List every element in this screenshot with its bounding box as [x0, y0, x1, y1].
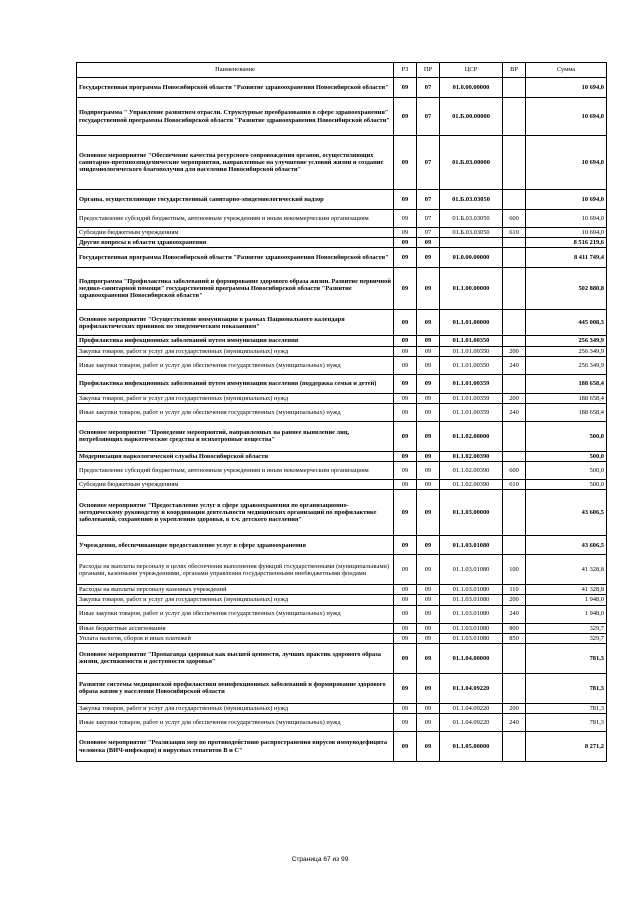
cell-name: Основное мероприятие "Обеспечение качества ресурсного сопровождения органов, осуществляющих санитарно-противоэпидемические мероприятия, направленные на улучшение условий жизни и создание эпидемиологического благополучия для населения Новосибирской области" [77, 136, 394, 190]
table-row [77, 210, 607, 228]
cell-csr: 01.Б.03.03050 [440, 190, 503, 210]
cell-rz: 09 [394, 633, 417, 643]
table-row [77, 643, 607, 673]
cell-pr: 07 [417, 228, 440, 238]
table-row [77, 585, 607, 595]
cell-name: Закупка товаров, работ и услуг для государственных (муниципальных) нужд [77, 703, 394, 713]
cell-name: Профилактика инфекционных заболеваний путем иммунизации населения [77, 336, 394, 346]
cell-vr: 850 [503, 633, 526, 643]
cell-csr: 01.1.02.00390 [440, 462, 503, 480]
cell-name: Основное мероприятие "Реализация мер по противодействию распространения вирусов иммунодефицита человека (ВИЧ-инфекция) и вирусных гепатитов В и С" [77, 732, 394, 762]
cell-csr: 01.1.03.01080 [440, 585, 503, 595]
cell-sum: 1 948,0 [526, 595, 607, 605]
cell-sum: 188 658,4 [526, 403, 607, 421]
cell-sum: 10 694,0 [526, 78, 607, 98]
table-row [77, 451, 607, 461]
cell-rz: 09 [394, 462, 417, 480]
cell-csr: 01.1.01.00359 [440, 374, 503, 393]
cell-csr: 01.1.04.00000 [440, 643, 503, 673]
cell-pr: 09 [417, 714, 440, 732]
cell-rz: 09 [394, 714, 417, 732]
cell-vr: 800 [503, 623, 526, 633]
cell-pr: 09 [417, 633, 440, 643]
cell-name: Иные закупки товаров, работ и услуг для обеспечения государственных (муниципальных) нужд [77, 356, 394, 374]
header-row [77, 63, 607, 78]
document-page [76, 62, 606, 762]
table-row [77, 703, 607, 713]
table-row [77, 673, 607, 703]
cell-rz: 09 [394, 643, 417, 673]
cell-vr [503, 490, 526, 536]
cell-sum: 188 658,4 [526, 374, 607, 393]
cell-csr: 01.1.03.01080 [440, 555, 503, 585]
cell-name: Закупка товаров, работ и услуг для государственных (муниципальных) нужд [77, 346, 394, 356]
cell-sum: 500,0 [526, 480, 607, 490]
cell-vr: 100 [503, 555, 526, 585]
cell-vr [503, 732, 526, 762]
cell-vr: 600 [503, 210, 526, 228]
table-row [77, 78, 607, 98]
cell-vr [503, 421, 526, 451]
cell-vr: 240 [503, 714, 526, 732]
header-vr: ВР [503, 63, 526, 78]
cell-vr [503, 248, 526, 268]
cell-name: Основное мероприятие "Предоставление услуг в сфере здравоохранения по организационно-методическому руководству и координации деятельности медицинских организаций по профилактике заболеваний, сохранению и укреплению здоровья, в т.ч. детского населения" [77, 490, 394, 536]
cell-csr: 01.0.00.00000 [440, 248, 503, 268]
cell-pr: 09 [417, 673, 440, 703]
cell-name: Другие вопросы в области здравоохранения [77, 238, 394, 248]
cell-pr: 09 [417, 595, 440, 605]
cell-vr: 200 [503, 346, 526, 356]
cell-csr: 01.1.04.09220 [440, 673, 503, 703]
cell-csr: 01.1.03.01080 [440, 623, 503, 633]
cell-sum: 500,0 [526, 462, 607, 480]
cell-vr: 600 [503, 462, 526, 480]
table-row [77, 248, 607, 268]
table-row [77, 268, 607, 310]
cell-csr: 01.1.00.00000 [440, 268, 503, 310]
cell-csr: 01.Б.03.03050 [440, 228, 503, 238]
cell-vr: 240 [503, 605, 526, 623]
cell-name: Субсидии бюджетным учреждениям [77, 480, 394, 490]
cell-rz: 09 [394, 451, 417, 461]
cell-rz: 09 [394, 421, 417, 451]
table-row [77, 462, 607, 480]
cell-pr: 09 [417, 462, 440, 480]
cell-pr: 09 [417, 480, 440, 490]
table-row [77, 555, 607, 585]
cell-name: Учреждения, обеспечивающие предоставление услуг в сфере здравоохранения [77, 536, 394, 555]
table-row [77, 356, 607, 374]
table-body [77, 78, 607, 762]
cell-csr: 01.1.01.00359 [440, 393, 503, 403]
cell-rz: 09 [394, 605, 417, 623]
cell-csr: 01.1.04.09220 [440, 703, 503, 713]
cell-name: Государственная программа Новосибирской области "Развитие здравоохранения Новосибирской области" [77, 78, 394, 98]
table-row [77, 490, 607, 536]
cell-pr: 07 [417, 190, 440, 210]
header-pr: ПР [417, 63, 440, 78]
cell-csr: 01.1.03.01080 [440, 536, 503, 555]
cell-sum: 329,7 [526, 623, 607, 633]
cell-csr: 01.Б.03.03050 [440, 210, 503, 228]
cell-sum: 500,0 [526, 421, 607, 451]
cell-csr: 01.1.01.00359 [440, 403, 503, 421]
cell-csr: 01.1.01.00350 [440, 356, 503, 374]
cell-sum: 10 694,0 [526, 136, 607, 190]
cell-csr: 01.1.01.00350 [440, 346, 503, 356]
cell-sum: 41 328,8 [526, 585, 607, 595]
cell-name: Основное мероприятие "Пропаганда здоровья как высшей ценности, лучших практик здорового образа жизни, достижимости и доступности здоровья" [77, 643, 394, 673]
cell-csr: 01.1.03.01080 [440, 633, 503, 643]
table-row [77, 336, 607, 346]
cell-sum: 8 411 749,4 [526, 248, 607, 268]
cell-rz: 09 [394, 228, 417, 238]
cell-rz: 09 [394, 210, 417, 228]
cell-sum: 781,3 [526, 703, 607, 713]
table-row [77, 421, 607, 451]
cell-sum: 781,3 [526, 714, 607, 732]
cell-csr [440, 238, 503, 248]
cell-name: Иные закупки товаров, работ и услуг для обеспечения государственных (муниципальных) нужд [77, 403, 394, 421]
cell-pr: 09 [417, 346, 440, 356]
cell-pr: 09 [417, 703, 440, 713]
cell-rz: 09 [394, 595, 417, 605]
cell-pr: 07 [417, 98, 440, 136]
cell-pr: 09 [417, 555, 440, 585]
table-header [77, 63, 607, 78]
table-row [77, 238, 607, 248]
table-row [77, 310, 607, 336]
cell-vr [503, 451, 526, 461]
header-rz: РЗ [394, 63, 417, 78]
header-sum: Сумма [526, 63, 607, 78]
cell-pr: 09 [417, 310, 440, 336]
cell-vr [503, 536, 526, 555]
cell-name: Предоставление субсидий бюджетным, автономным учреждениям и иным некоммерческим организациям [77, 210, 394, 228]
cell-pr: 09 [417, 585, 440, 595]
cell-rz: 09 [394, 356, 417, 374]
cell-sum: 256 349,9 [526, 356, 607, 374]
cell-name: Основное мероприятие "Проведение мероприятий, направленных на раннее выявление лиц, потребляющих наркотические средства и психотропные вещества" [77, 421, 394, 451]
cell-sum: 188 658,4 [526, 393, 607, 403]
cell-vr [503, 190, 526, 210]
cell-csr: 01.Б.00.00000 [440, 98, 503, 136]
cell-pr: 09 [417, 336, 440, 346]
cell-rz: 09 [394, 310, 417, 336]
cell-name: Расходы на выплаты персоналу казенных учреждений [77, 585, 394, 595]
cell-sum: 1 948,0 [526, 605, 607, 623]
cell-pr: 09 [417, 356, 440, 374]
cell-vr: 610 [503, 228, 526, 238]
cell-name: Модернизация наркологической службы Новосибирской области [77, 451, 394, 461]
cell-name: Основное мероприятие "Осуществление иммунизации в рамках Национального календаря профилактических прививок по эпидемическим показаниям" [77, 310, 394, 336]
cell-pr: 09 [417, 238, 440, 248]
cell-vr: 110 [503, 585, 526, 595]
cell-csr: 01.1.03.01080 [440, 605, 503, 623]
cell-vr [503, 374, 526, 393]
cell-name: Иные бюджетные ассигнования [77, 623, 394, 633]
cell-vr: 240 [503, 403, 526, 421]
cell-sum: 502 880,8 [526, 268, 607, 310]
cell-rz: 09 [394, 346, 417, 356]
table-row [77, 136, 607, 190]
cell-rz: 09 [394, 136, 417, 190]
cell-pr: 09 [417, 536, 440, 555]
cell-vr: 240 [503, 356, 526, 374]
cell-csr: 01.0.00.00000 [440, 78, 503, 98]
cell-pr: 09 [417, 268, 440, 310]
cell-name: Подпрограмма "Профилактика заболеваний и формирование здорового образа жизни. Развитие первичной медико-санитарной помощи" государственной программы Новосибирской области "Развитие здравоохранения Новосибирской области" [77, 268, 394, 310]
cell-rz: 09 [394, 673, 417, 703]
table-row [77, 228, 607, 238]
table-row [77, 595, 607, 605]
cell-csr: 01.1.01.00000 [440, 310, 503, 336]
cell-sum: 500,0 [526, 451, 607, 461]
cell-sum: 781,3 [526, 673, 607, 703]
cell-vr: 200 [503, 595, 526, 605]
cell-rz: 09 [394, 268, 417, 310]
cell-sum: 256 349,9 [526, 346, 607, 356]
cell-sum: 781,3 [526, 643, 607, 673]
cell-sum: 10 694,0 [526, 190, 607, 210]
cell-pr: 09 [417, 643, 440, 673]
cell-pr: 09 [417, 451, 440, 461]
cell-pr: 07 [417, 136, 440, 190]
cell-name: Профилактика инфекционных заболеваний путем иммунизации населения (поддержка семьи и детей) [77, 374, 394, 393]
cell-rz: 09 [394, 248, 417, 268]
cell-sum: 10 694,0 [526, 210, 607, 228]
table-row [77, 98, 607, 136]
cell-name: Иные закупки товаров, работ и услуг для обеспечения государственных (муниципальных) нужд [77, 714, 394, 732]
cell-pr: 09 [417, 374, 440, 393]
table-row [77, 403, 607, 421]
header-name: Наименование [77, 63, 394, 78]
cell-sum: 8 516 219,6 [526, 238, 607, 248]
budget-table [76, 62, 607, 762]
table-row [77, 732, 607, 762]
cell-pr: 09 [417, 732, 440, 762]
cell-name: Уплата налогов, сборов и иных платежей [77, 633, 394, 643]
table-row [77, 393, 607, 403]
cell-rz: 09 [394, 555, 417, 585]
cell-rz: 09 [394, 403, 417, 421]
table-row [77, 536, 607, 555]
cell-csr: 01.1.02.00000 [440, 421, 503, 451]
cell-rz: 09 [394, 623, 417, 633]
cell-vr [503, 98, 526, 136]
cell-sum: 10 694,0 [526, 98, 607, 136]
cell-sum: 10 694,0 [526, 228, 607, 238]
cell-vr: 200 [503, 393, 526, 403]
cell-pr: 07 [417, 210, 440, 228]
cell-rz: 09 [394, 98, 417, 136]
table-row [77, 605, 607, 623]
cell-sum: 8 271,2 [526, 732, 607, 762]
cell-rz: 09 [394, 190, 417, 210]
header-csr: ЦСР [440, 63, 503, 78]
cell-rz: 09 [394, 238, 417, 248]
cell-rz: 09 [394, 490, 417, 536]
cell-vr: 610 [503, 480, 526, 490]
cell-rz: 09 [394, 393, 417, 403]
cell-name: Закупка товаров, работ и услуг для государственных (муниципальных) нужд [77, 393, 394, 403]
cell-sum: 41 328,8 [526, 555, 607, 585]
cell-vr [503, 136, 526, 190]
cell-csr: 01.1.02.00390 [440, 480, 503, 490]
cell-vr [503, 336, 526, 346]
table-row [77, 480, 607, 490]
cell-csr: 01.1.02.00390 [440, 451, 503, 461]
cell-csr: 01.Б.03.00000 [440, 136, 503, 190]
cell-sum: 256 349,9 [526, 336, 607, 346]
cell-rz: 09 [394, 732, 417, 762]
cell-vr [503, 310, 526, 336]
cell-sum: 43 606,5 [526, 536, 607, 555]
cell-name: Развитие системы медицинской профилактики неинфекционных заболеваний и формирование здорового образа жизни у населения Новосибирской области [77, 673, 394, 703]
cell-rz: 09 [394, 78, 417, 98]
cell-vr [503, 673, 526, 703]
cell-name: Подпрограмма " Управление развитием отрасли. Структурные преобразования в сфере здравоохранения" государственной программы Новосибирской области "Развитие здравоохранения Новосибирской области" [77, 98, 394, 136]
cell-sum: 43 606,5 [526, 490, 607, 536]
page-number: Страница 67 из 99 [291, 856, 349, 863]
cell-vr [503, 238, 526, 248]
cell-vr [503, 643, 526, 673]
cell-rz: 09 [394, 585, 417, 595]
cell-name: Органы, осуществляющие государственный санитарно-эпидемиологический надзор [77, 190, 394, 210]
cell-rz: 09 [394, 703, 417, 713]
cell-pr: 09 [417, 421, 440, 451]
cell-csr: 01.1.05.00000 [440, 732, 503, 762]
cell-pr: 09 [417, 623, 440, 633]
cell-csr: 01.1.03.01080 [440, 595, 503, 605]
cell-name: Расходы на выплаты персоналу в целях обеспечения выполнения функций государственными (муниципальными) органами, казенными учреждениями, органами управления государственными внебюджетными фондами [77, 555, 394, 585]
cell-rz: 09 [394, 374, 417, 393]
cell-rz: 09 [394, 480, 417, 490]
cell-name: Закупка товаров, работ и услуг для государственных (муниципальных) нужд [77, 595, 394, 605]
cell-pr: 09 [417, 403, 440, 421]
cell-csr: 01.1.04.09220 [440, 714, 503, 732]
table-row [77, 623, 607, 633]
cell-name: Государственная программа Новосибирской области "Развитие здравоохранения Новосибирской области" [77, 248, 394, 268]
cell-pr: 09 [417, 490, 440, 536]
cell-pr: 09 [417, 248, 440, 268]
table-row [77, 190, 607, 210]
cell-vr [503, 78, 526, 98]
cell-name: Субсидии бюджетным учреждениям [77, 228, 394, 238]
cell-rz: 09 [394, 536, 417, 555]
table-row [77, 374, 607, 393]
table-row [77, 346, 607, 356]
cell-pr: 09 [417, 393, 440, 403]
cell-name: Иные закупки товаров, работ и услуг для обеспечения государственных (муниципальных) нужд [77, 605, 394, 623]
cell-sum: 445 008,3 [526, 310, 607, 336]
cell-rz: 09 [394, 336, 417, 346]
table-row [77, 633, 607, 643]
cell-csr: 01.1.03.00000 [440, 490, 503, 536]
table-row [77, 714, 607, 732]
cell-sum: 329,7 [526, 633, 607, 643]
cell-csr: 01.1.01.00350 [440, 336, 503, 346]
cell-pr: 07 [417, 78, 440, 98]
cell-name: Предоставление субсидий бюджетным, автономным учреждениям и иным некоммерческим организациям [77, 462, 394, 480]
cell-vr: 200 [503, 703, 526, 713]
cell-vr [503, 268, 526, 310]
cell-pr: 09 [417, 605, 440, 623]
